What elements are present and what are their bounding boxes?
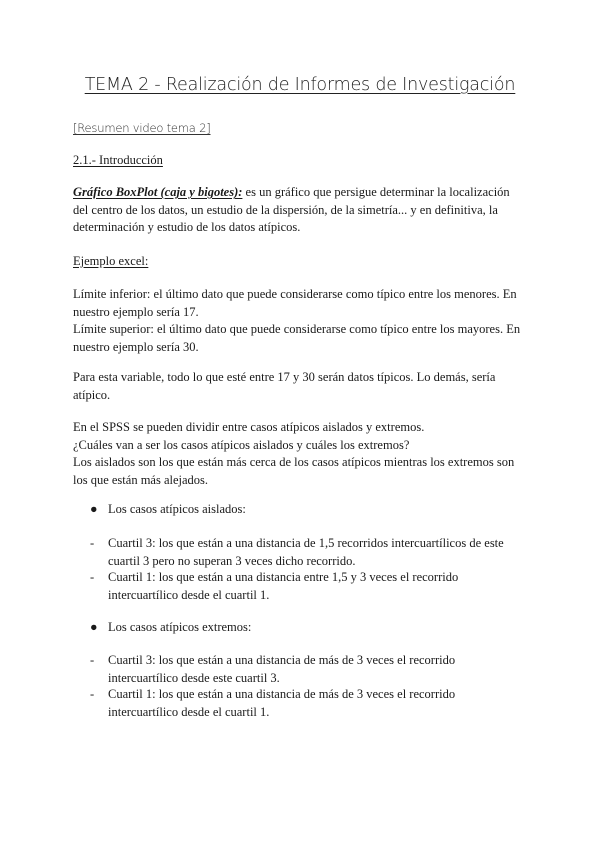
lower-limit-line-1: Límite inferior: el último dato que puede considerarse como típico entre los menores. En: [73, 287, 517, 301]
spss-line-2: ¿Cuáles van a ser los casos atípicos aislados y cuáles los extremos?: [73, 437, 410, 452]
dash-icon: -: [90, 570, 95, 584]
extreme-q3-line-2: intercuartílico desde este cuartil 3.: [108, 670, 280, 685]
dash-icon: -: [90, 536, 95, 550]
isolated-q3-line-1: Cuartil 3: los que están a una distancia de 1,5 recorridos intercuartílicos de este: [108, 536, 504, 550]
upper-limit-line-1: Límite superior: el último dato que puede considerarse como típico entre los mayores. En: [73, 322, 521, 336]
spss-line-4: los que están más alejados.: [73, 472, 209, 487]
isolated-q1-item: [108, 569, 528, 604]
intro-line-1: [73, 184, 533, 202]
boxplot-term: Gráfico BoxPlot (caja y bigotes):: [73, 185, 243, 199]
bullet-icon: ●: [90, 502, 98, 516]
variable-line-1: Para esta variable, todo lo que esté entre 17 y 30 serán datos típicos. Lo demás, sería: [73, 370, 496, 384]
example-heading: Ejemplo excel:: [73, 254, 149, 268]
extreme-q3-item: [108, 652, 528, 687]
extreme-outliers-label: Los casos atípicos extremos:: [108, 620, 252, 634]
isolated-q3-item: [108, 535, 528, 570]
document-title: TEMA 2 - Realización de Informes de Investigación: [84, 75, 516, 95]
dash-icon: -: [90, 687, 95, 701]
limits-paragraph: [73, 286, 533, 356]
extreme-q1-line-2: intercuartílico desde el cuartil 1.: [108, 704, 270, 719]
intro-line-1-text: es un gráfico que persigue determinar la localización: [242, 185, 510, 199]
intro-paragraph: [73, 184, 533, 237]
isolated-outliers-label: Los casos atípicos aislados:: [108, 502, 246, 516]
section-heading-introduction: 2.1.- Introducción: [73, 153, 163, 167]
extreme-q1-line-1: Cuartil 1: los que están a una distancia de más de 3 veces el recorrido: [108, 687, 456, 701]
extreme-q3-line-1: Cuartil 3: los que están a una distancia de más de 3 veces el recorrido: [108, 653, 456, 667]
isolated-q1-line-1: Cuartil 1: los que están a una distancia entre 1,5 y 3 veces el recorrido: [108, 570, 459, 584]
variable-line-2: atípico.: [73, 387, 111, 402]
video-summary-label: [Resumen video tema 2]: [73, 121, 211, 135]
isolated-q1-line-2: intercuartílico desde el cuartil 1.: [108, 587, 270, 602]
upper-limit-line-2: nuestro ejemplo sería 30.: [73, 339, 199, 354]
isolated-q3-line-2: cuartil 3 pero no superan 3 veces dicho recorrido.: [108, 553, 356, 568]
variable-paragraph: [73, 369, 533, 404]
dash-icon: -: [90, 653, 95, 667]
spss-line-1: En el SPSS se pueden dividir entre casos atípicos aislados y extremos.: [73, 420, 425, 434]
intro-line-3: determinación y estudio de los datos atípicos.: [73, 220, 301, 234]
extreme-q1-item: [108, 686, 528, 721]
spss-line-3: Los aislados son los que están más cerca de los casos atípicos mientras los extremos son: [73, 455, 515, 469]
lower-limit-line-2: nuestro ejemplo sería 17.: [73, 304, 199, 319]
bullet-icon: ●: [90, 620, 98, 634]
spss-paragraph: [73, 419, 533, 489]
intro-line-2: del centro de los datos, un estudio de la dispersión, de la simetría... y en definitiva, la: [73, 202, 498, 217]
